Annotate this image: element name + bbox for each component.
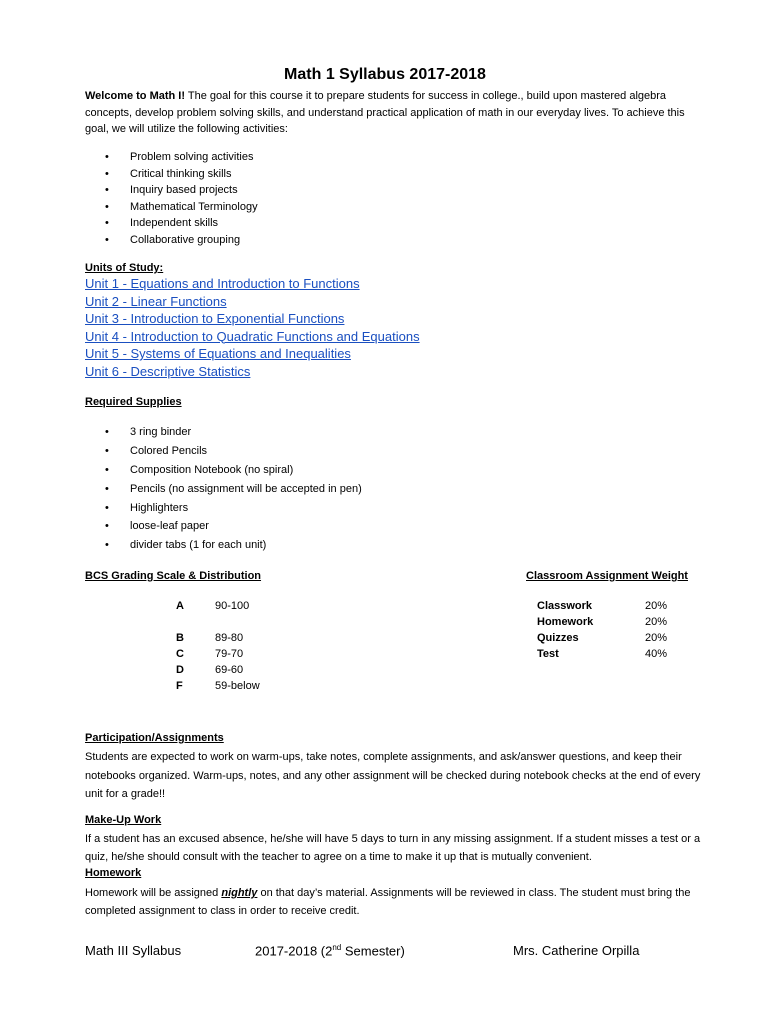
unit-link-2[interactable]: Unit 2 - Linear Functions — [85, 293, 227, 309]
list-item: • Independent skills — [85, 215, 258, 232]
weight-name: Test — [537, 648, 559, 660]
list-item: • Collaborative grouping — [85, 232, 258, 249]
page-title: Math 1 Syllabus 2017-2018 — [284, 66, 486, 83]
grade-letter: C — [176, 648, 184, 660]
weight-value: 20% — [645, 600, 668, 612]
participation-heading: Participation/Assignments — [85, 732, 224, 744]
unit-link-6[interactable]: Unit 6 - Descriptive Statistics — [85, 363, 251, 379]
supplies-heading: Required Supplies — [85, 396, 182, 408]
list-item: • divider tabs (1 for each unit) — [85, 536, 362, 555]
homework-emphasis: nightly — [221, 887, 258, 899]
unit-link-1[interactable]: Unit 1 - Equations and Introduction to Functions — [85, 276, 360, 291]
unit-link-5[interactable]: Unit 5 - Systems of Equations and Inequalities — [85, 346, 351, 361]
footer-center-pre: 2017-2018 (2 — [255, 943, 333, 959]
grade-range: 59-below — [215, 680, 260, 692]
list-item: • Highlighters — [85, 499, 362, 518]
weight-value: 40% — [645, 648, 668, 660]
homework-text-end: on that day’s material. Assignments will be reviewed in class. The student must bring the completed assignment to class in order to receive credit. — [85, 887, 691, 917]
grade-range: 89-80 — [215, 632, 244, 644]
homework-text-start: Homework will be assigned — [85, 887, 222, 899]
list-item: • Pencils (no assignment will be accepted in pen) — [85, 480, 362, 499]
grade-letter: D — [176, 664, 184, 676]
list-item: • Problem solving activities — [85, 149, 258, 166]
supplies-list — [85, 423, 362, 555]
makeup-heading: Make-Up Work — [85, 814, 162, 826]
list-item: • Composition Notebook (no spiral) — [85, 461, 362, 480]
grade-letter: A — [176, 600, 184, 612]
footer-center-sup: nd — [332, 943, 342, 952]
grade-letter: B — [176, 632, 184, 644]
footer-right: Mrs. Catherine Orpilla — [513, 943, 640, 958]
makeup-paragraph: If a student has an excused absence, he/she will have 5 days to turn in any missing assignment. If a student misses a test or a quiz, he/she should consult with the teacher to agree on a time to make it up that is mutually convenient. — [85, 833, 701, 863]
weights-heading: Classroom Assignment Weight — [526, 570, 688, 582]
list-item: • Colored Pencils — [85, 442, 362, 461]
intro-paragraph — [85, 88, 700, 138]
weight-name: Classwork — [537, 600, 593, 612]
activities-list — [85, 149, 258, 249]
list-item: • Inquiry based projects — [85, 182, 258, 199]
grade-range: 90-100 — [215, 600, 250, 612]
weight-value: 20% — [645, 632, 668, 644]
list-item: • Critical thinking skills — [85, 166, 258, 183]
footer-center — [255, 943, 405, 958]
weight-name: Homework — [537, 616, 594, 628]
unit-link-3[interactable]: Unit 3 - Introduction to Exponential Functions — [85, 311, 345, 326]
grade-range: 79-70 — [215, 648, 244, 660]
homework-heading: Homework — [85, 867, 142, 879]
footer-center-post: Semester) — [341, 943, 405, 959]
list-item: • 3 ring binder — [85, 423, 362, 442]
grading-heading: BCS Grading Scale & Distribution — [85, 570, 262, 582]
homework-paragraph — [85, 884, 715, 920]
intro-bold: Welcome to Math I! — [85, 90, 186, 102]
list-item: • loose-leaf paper — [85, 517, 362, 536]
weight-value: 20% — [645, 616, 668, 628]
grade-letter: F — [176, 680, 183, 692]
intro-text: The goal for this course it to prepare students for success in college., build upon mastered algebra concepts, develop problem solving skills, and understand practical application of math in our everyday lives. To achieve this goal, we will utilize the following activities: — [85, 90, 685, 135]
weight-name: Quizzes — [537, 632, 579, 644]
unit-link-4[interactable]: Unit 4 - Introduction to Quadratic Functions and Equations — [85, 328, 420, 344]
list-item: • Mathematical Terminology — [85, 199, 258, 216]
footer-left: Math III Syllabus — [85, 943, 182, 958]
grade-range: 69-60 — [215, 664, 244, 676]
participation-paragraph: Students are expected to work on warm-ups, take notes, complete assignments, and ask/answer questions, and keep their notebooks organized. Warm-ups, notes, and any other assignment will be checked during notebook checks at the end of every unit for a grade!! — [85, 751, 701, 800]
units-list — [85, 275, 420, 380]
units-heading: Units of Study: — [85, 262, 164, 274]
